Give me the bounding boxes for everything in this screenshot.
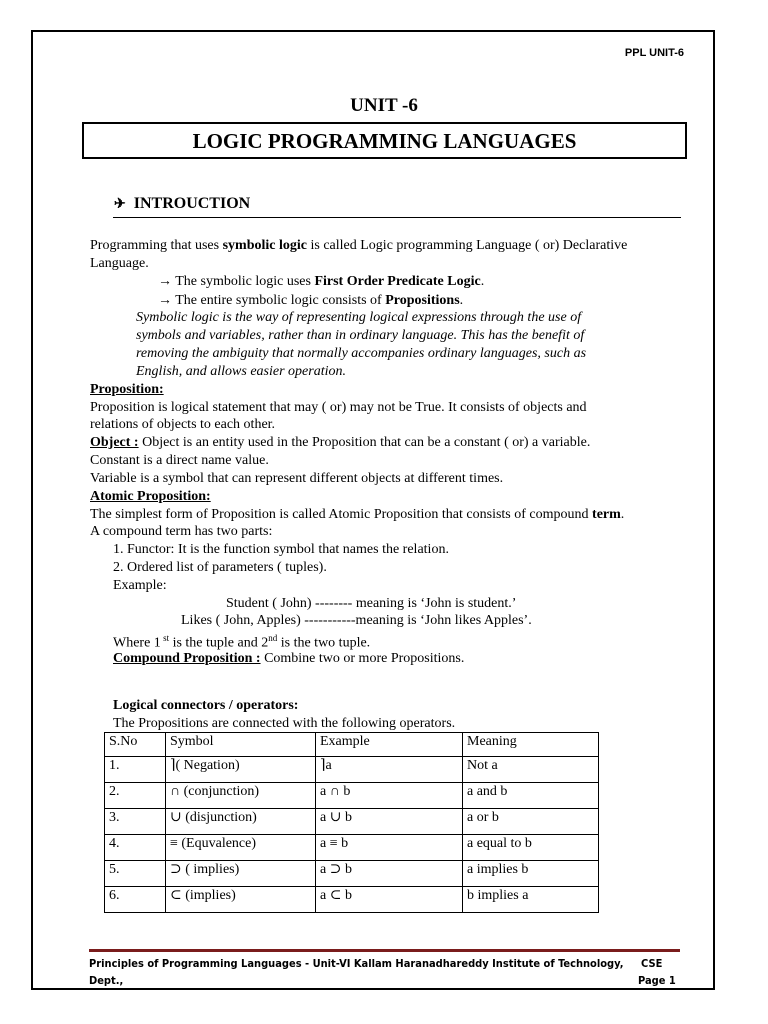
table-header-cell: Example xyxy=(316,733,463,757)
table-cell: a or b xyxy=(463,809,599,835)
table-row xyxy=(105,861,599,887)
italic-note-line-1: Symbolic logic is the way of representing logical expressions through the use of xyxy=(136,310,582,325)
italic-note-line-2: symbols and variables, rather than in ordinary language. This has the benefit of xyxy=(136,328,585,343)
section-heading-text: INTROUCTION xyxy=(133,195,251,212)
intro-paragraph-line-1: Programming that uses symbolic logic is called Logic programming Language ( or) Declarative xyxy=(90,238,628,253)
table-cell: ∩ (conjunction) xyxy=(166,783,316,809)
bullet-propositions: → The entire symbolic logic consists of Propositions. xyxy=(158,293,464,308)
footer-divider xyxy=(89,949,680,952)
object-text-2: Constant is a direct name value. xyxy=(90,453,269,468)
compound-line: Compound Proposition : Combine two or more Propositions. xyxy=(113,651,465,666)
footer-branch: CSE xyxy=(641,957,663,970)
operators-table xyxy=(104,732,599,913)
proposition-text-2: relations of objects to each other. xyxy=(90,417,276,432)
object-heading: Object : xyxy=(90,435,139,450)
table-cell: 4. xyxy=(105,835,166,861)
table-cell: ⌉( Negation) xyxy=(166,757,316,783)
table-cell: ≡ (Equvalence) xyxy=(166,835,316,861)
table-cell: ∪ (disjunction) xyxy=(166,809,316,835)
arrow-icon: → xyxy=(158,274,172,289)
list-item: 1. Functor: It is the function symbol that names the relation. xyxy=(113,542,449,557)
table-cell: a ∩ b xyxy=(316,783,463,809)
table-cell: b implies a xyxy=(463,887,599,913)
table-cell: ⊂ (implies) xyxy=(166,887,316,913)
section-heading xyxy=(114,195,250,213)
page-number: Page 1 xyxy=(638,974,676,987)
connectors-heading: Logical connectors / operators: xyxy=(113,698,299,713)
atomic-heading: Atomic Proposition: xyxy=(90,489,211,504)
object-text-3: Variable is a symbol that can represent different objects at different times. xyxy=(90,471,504,486)
italic-note-line-4: English, and allows easier operation. xyxy=(136,364,346,379)
table-header-cell: Symbol xyxy=(166,733,316,757)
table-row xyxy=(105,835,599,861)
table-cell: 1. xyxy=(105,757,166,783)
plane-arrow-icon: ✈ xyxy=(114,197,126,212)
connectors-text: The Propositions are connected with the following operators. xyxy=(113,716,456,731)
table-row xyxy=(105,757,599,783)
section-divider xyxy=(113,217,681,218)
compound-heading: Compound Proposition : xyxy=(113,651,261,666)
object-line: Object : Object is an entity used in the Proposition that can be a constant ( or) a variable. xyxy=(90,435,591,450)
table-cell: 3. xyxy=(105,809,166,835)
table-row xyxy=(105,809,599,835)
table-cell: 2. xyxy=(105,783,166,809)
table-cell: a ≡ b xyxy=(316,835,463,861)
bullet-first-order: → The symbolic logic uses First Order Predicate Logic. xyxy=(158,274,485,289)
footer-dept: Dept., xyxy=(89,974,124,987)
table-cell: a and b xyxy=(463,783,599,809)
atomic-text-1: The simplest form of Proposition is called Atomic Proposition that consists of compound term. xyxy=(90,507,625,522)
table-row xyxy=(105,887,599,913)
example-label: Example: xyxy=(113,578,167,593)
table-cell: a ∪ b xyxy=(316,809,463,835)
page-title: LOGIC PROGRAMMING LANGUAGES xyxy=(82,122,687,159)
proposition-text-1: Proposition is logical statement that may ( or) may not be True. It consists of objects and xyxy=(90,400,587,415)
table-cell: 5. xyxy=(105,861,166,887)
example-likes: Likes ( John, Apples) -----------meaning is ‘John likes Apples’. xyxy=(181,613,532,628)
table-header-cell: Meaning xyxy=(463,733,599,757)
header-tag: PPL UNIT-6 xyxy=(624,47,684,59)
intro-paragraph-line-2: Language. xyxy=(90,256,149,271)
example-student: Student ( John) -------- meaning is ‘John is student.’ xyxy=(226,596,517,611)
table-cell: a ⊂ b xyxy=(316,887,463,913)
unit-title: UNIT -6 xyxy=(350,95,418,116)
table-header-row xyxy=(105,733,599,757)
table-cell: 6. xyxy=(105,887,166,913)
italic-note-line-3: removing the ambiguity that normally accompanies ordinary languages, such as xyxy=(136,346,587,361)
proposition-heading: Proposition: xyxy=(90,382,164,397)
table-cell: a implies b xyxy=(463,861,599,887)
table-header-cell: S.No xyxy=(105,733,166,757)
atomic-text-2: A compound term has two parts: xyxy=(90,524,273,539)
table-row xyxy=(105,783,599,809)
arrow-icon: → xyxy=(158,293,172,308)
tuple-note: Where 1 $^{st}$ is the tuple and 2nd is the two tuple. xyxy=(113,633,371,651)
table-cell: Not a xyxy=(463,757,599,783)
table-cell: ⌉a xyxy=(316,757,463,783)
table-cell: a ⊃ b xyxy=(316,861,463,887)
table-cell: ⊃ ( implies) xyxy=(166,861,316,887)
table-cell: a equal to b xyxy=(463,835,599,861)
footer-course: Principles of Programming Languages - Unit-VI Kallam Haranadhareddy Institute of Technology, xyxy=(89,957,624,970)
list-item: 2. Ordered list of parameters ( tuples). xyxy=(113,560,327,575)
